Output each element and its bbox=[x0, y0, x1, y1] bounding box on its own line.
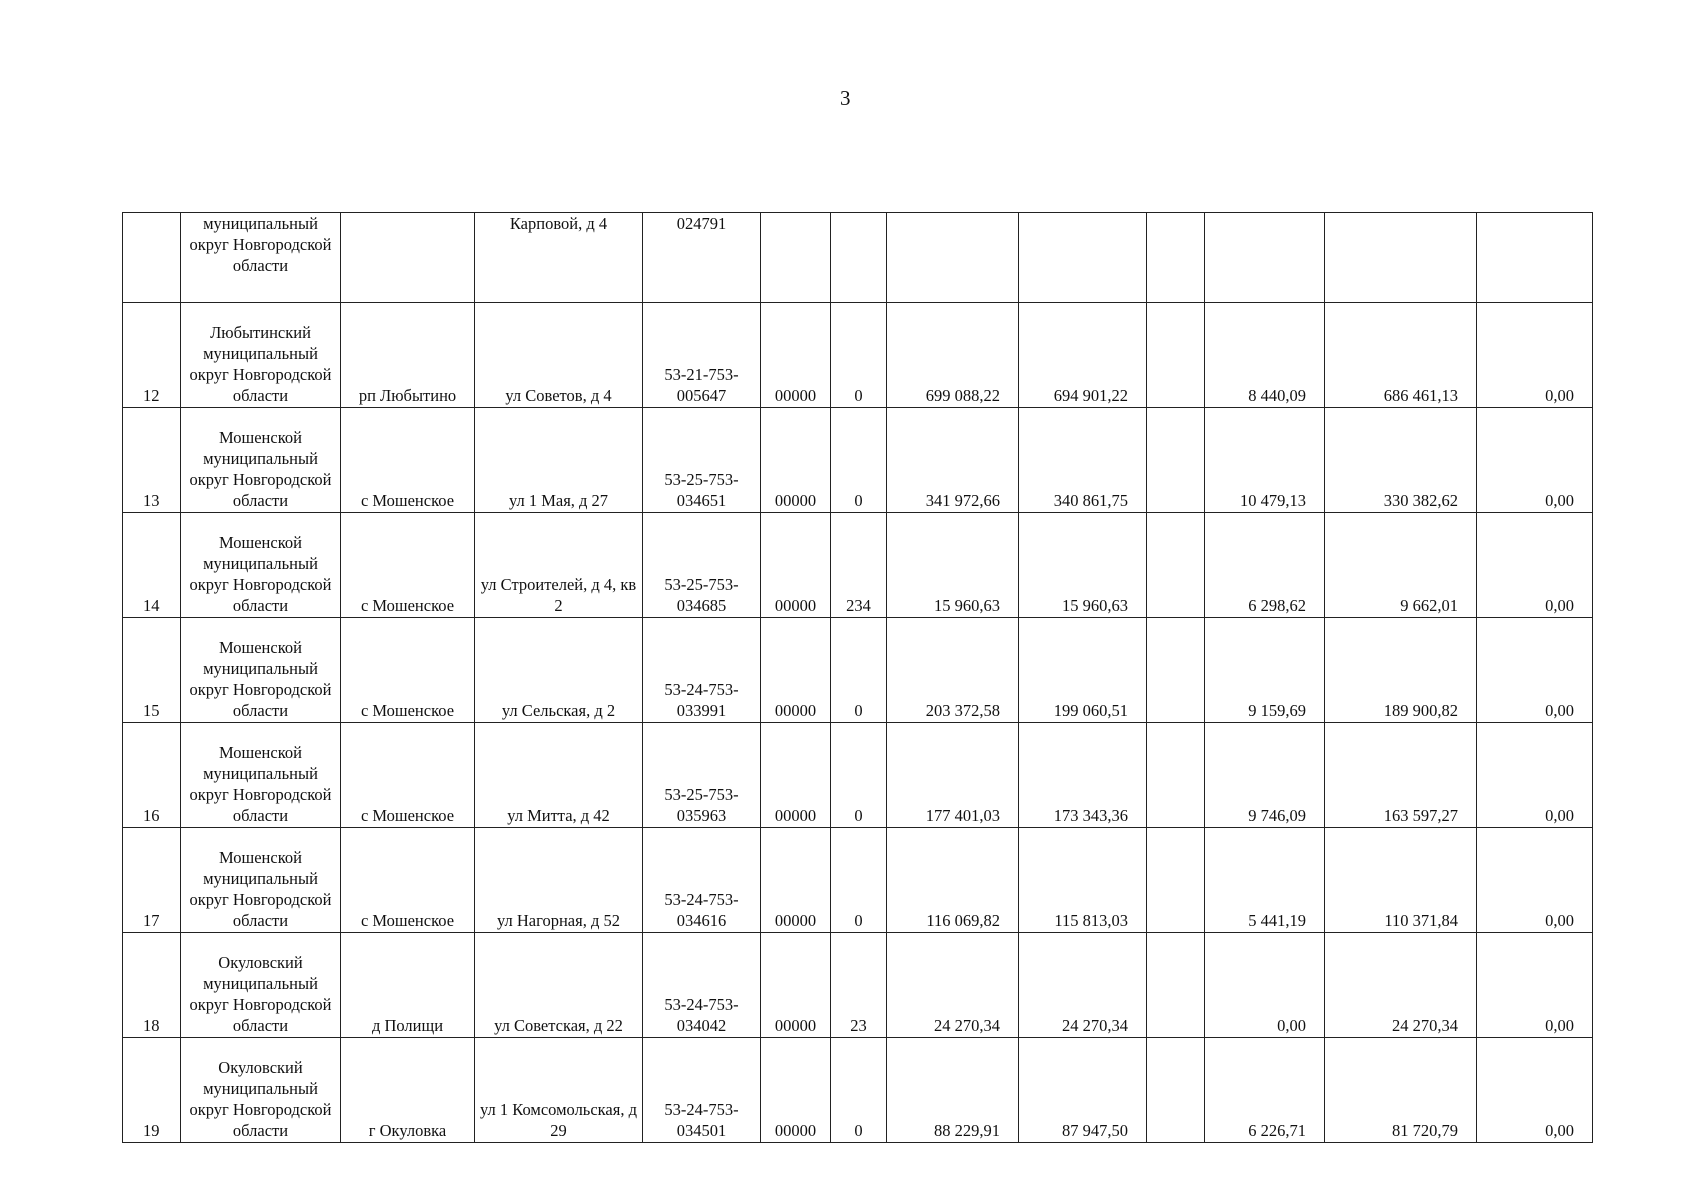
table-row-continuation bbox=[123, 213, 1593, 303]
cell-v2: 115 813,03 bbox=[1019, 828, 1147, 933]
cell-n: 14 bbox=[123, 513, 181, 618]
cell-v5 bbox=[1325, 213, 1477, 303]
cell-v3 bbox=[1147, 828, 1205, 933]
cell-v1: 177 401,03 bbox=[887, 723, 1019, 828]
cell-v6: 0,00 bbox=[1477, 408, 1593, 513]
cell-v1: 699 088,22 bbox=[887, 303, 1019, 408]
cell-c2: 0 bbox=[831, 618, 887, 723]
cell-v4: 10 479,13 bbox=[1205, 408, 1325, 513]
cell-address: ул Митта, д 42 bbox=[475, 723, 643, 828]
cell-v5: 9 662,01 bbox=[1325, 513, 1477, 618]
cell-v5: 686 461,13 bbox=[1325, 303, 1477, 408]
cell-c2: 23 bbox=[831, 933, 887, 1038]
cell-v4 bbox=[1205, 213, 1325, 303]
cell-district: муниципальный округ Новгородской области bbox=[181, 213, 341, 303]
cell-address: ул Строителей, д 4, кв 2 bbox=[475, 513, 643, 618]
cell-settlement: с Мошенское bbox=[341, 828, 475, 933]
cell-v2: 173 343,36 bbox=[1019, 723, 1147, 828]
cell-n bbox=[123, 213, 181, 303]
cell-settlement: г Окуловка bbox=[341, 1038, 475, 1143]
cell-v4: 6 226,71 bbox=[1205, 1038, 1325, 1143]
cell-settlement: с Мошенское bbox=[341, 408, 475, 513]
cell-district: Мошенской муниципальный округ Новгородской области bbox=[181, 723, 341, 828]
cell-address: ул Нагорная, д 52 bbox=[475, 828, 643, 933]
cell-v5: 330 382,62 bbox=[1325, 408, 1477, 513]
cell-c1: 00000 bbox=[761, 1038, 831, 1143]
cell-v1: 203 372,58 bbox=[887, 618, 1019, 723]
cell-v3 bbox=[1147, 408, 1205, 513]
cell-v4: 0,00 bbox=[1205, 933, 1325, 1038]
cell-settlement: с Мошенское bbox=[341, 513, 475, 618]
cell-c2: 0 bbox=[831, 828, 887, 933]
cell-v2: 24 270,34 bbox=[1019, 933, 1147, 1038]
cell-v4: 9 746,09 bbox=[1205, 723, 1325, 828]
cell-n: 13 bbox=[123, 408, 181, 513]
cell-c2: 0 bbox=[831, 1038, 887, 1143]
cell-v5: 81 720,79 bbox=[1325, 1038, 1477, 1143]
cell-v6: 0,00 bbox=[1477, 618, 1593, 723]
cell-v1: 116 069,82 bbox=[887, 828, 1019, 933]
cell-v5: 24 270,34 bbox=[1325, 933, 1477, 1038]
cell-v3 bbox=[1147, 933, 1205, 1038]
cell-address: ул 1 Комсомольская, д 29 bbox=[475, 1038, 643, 1143]
cell-code: 53-25-753-034651 bbox=[643, 408, 761, 513]
cell-c2: 0 bbox=[831, 303, 887, 408]
cell-district: Мошенской муниципальный округ Новгородской области bbox=[181, 828, 341, 933]
cell-v3 bbox=[1147, 723, 1205, 828]
table-row bbox=[123, 618, 1593, 723]
cell-settlement: д Полищи bbox=[341, 933, 475, 1038]
cell-c1: 00000 bbox=[761, 828, 831, 933]
table-row bbox=[123, 513, 1593, 618]
cell-c2: 0 bbox=[831, 408, 887, 513]
cell-code: 024791 bbox=[643, 213, 761, 303]
cell-code: 53-24-753-034042 bbox=[643, 933, 761, 1038]
cell-code: 53-24-753-034501 bbox=[643, 1038, 761, 1143]
registry-table bbox=[122, 212, 1593, 1143]
cell-c2 bbox=[831, 213, 887, 303]
cell-v1: 15 960,63 bbox=[887, 513, 1019, 618]
cell-settlement: с Мошенское bbox=[341, 723, 475, 828]
table-row bbox=[123, 408, 1593, 513]
cell-address: ул 1 Мая, д 27 bbox=[475, 408, 643, 513]
cell-code: 53-25-753-034685 bbox=[643, 513, 761, 618]
cell-v1: 341 972,66 bbox=[887, 408, 1019, 513]
cell-code: 53-24-753-034616 bbox=[643, 828, 761, 933]
cell-v3 bbox=[1147, 513, 1205, 618]
cell-v2 bbox=[1019, 213, 1147, 303]
cell-district: Окуловский муниципальный округ Новгородской области bbox=[181, 1038, 341, 1143]
table-row bbox=[123, 1038, 1593, 1143]
cell-v6: 0,00 bbox=[1477, 1038, 1593, 1143]
cell-v5: 110 371,84 bbox=[1325, 828, 1477, 933]
cell-v1 bbox=[887, 213, 1019, 303]
cell-n: 15 bbox=[123, 618, 181, 723]
cell-v4: 5 441,19 bbox=[1205, 828, 1325, 933]
cell-settlement: рп Любытино bbox=[341, 303, 475, 408]
cell-address: ул Советов, д 4 bbox=[475, 303, 643, 408]
cell-n: 12 bbox=[123, 303, 181, 408]
cell-settlement bbox=[341, 213, 475, 303]
cell-district: Мошенской муниципальный округ Новгородской области bbox=[181, 513, 341, 618]
cell-c1 bbox=[761, 213, 831, 303]
cell-v6: 0,00 bbox=[1477, 828, 1593, 933]
cell-v6: 0,00 bbox=[1477, 513, 1593, 618]
table-body bbox=[123, 213, 1593, 1143]
cell-v5: 163 597,27 bbox=[1325, 723, 1477, 828]
cell-v6 bbox=[1477, 213, 1593, 303]
cell-c1: 00000 bbox=[761, 618, 831, 723]
cell-c1: 00000 bbox=[761, 933, 831, 1038]
cell-v3 bbox=[1147, 618, 1205, 723]
table-row bbox=[123, 303, 1593, 408]
cell-code: 53-21-753-005647 bbox=[643, 303, 761, 408]
cell-c1: 00000 bbox=[761, 723, 831, 828]
cell-district: Мошенской муниципальный округ Новгородской области bbox=[181, 618, 341, 723]
cell-v6: 0,00 bbox=[1477, 933, 1593, 1038]
cell-v6: 0,00 bbox=[1477, 723, 1593, 828]
table-row bbox=[123, 933, 1593, 1038]
cell-v2: 694 901,22 bbox=[1019, 303, 1147, 408]
cell-v5: 189 900,82 bbox=[1325, 618, 1477, 723]
cell-n: 18 bbox=[123, 933, 181, 1038]
cell-code: 53-25-753-035963 bbox=[643, 723, 761, 828]
table-row bbox=[123, 723, 1593, 828]
cell-district: Любытинский муниципальный округ Новгородской области bbox=[181, 303, 341, 408]
cell-n: 17 bbox=[123, 828, 181, 933]
cell-v3 bbox=[1147, 303, 1205, 408]
cell-district: Окуловский муниципальный округ Новгородской области bbox=[181, 933, 341, 1038]
cell-v2: 340 861,75 bbox=[1019, 408, 1147, 513]
cell-v1: 24 270,34 bbox=[887, 933, 1019, 1038]
cell-c1: 00000 bbox=[761, 303, 831, 408]
table-row bbox=[123, 828, 1593, 933]
cell-address: ул Сельская, д 2 bbox=[475, 618, 643, 723]
cell-n: 16 bbox=[123, 723, 181, 828]
cell-v2: 199 060,51 bbox=[1019, 618, 1147, 723]
page-number: 3 bbox=[840, 86, 851, 110]
cell-code: 53-24-753-033991 bbox=[643, 618, 761, 723]
cell-v1: 88 229,91 bbox=[887, 1038, 1019, 1143]
cell-c1: 00000 bbox=[761, 408, 831, 513]
cell-v3 bbox=[1147, 213, 1205, 303]
cell-n: 19 bbox=[123, 1038, 181, 1143]
cell-v4: 8 440,09 bbox=[1205, 303, 1325, 408]
cell-c2: 0 bbox=[831, 723, 887, 828]
cell-v4: 9 159,69 bbox=[1205, 618, 1325, 723]
cell-settlement: с Мошенское bbox=[341, 618, 475, 723]
cell-v2: 15 960,63 bbox=[1019, 513, 1147, 618]
cell-address: ул Советская, д 22 bbox=[475, 933, 643, 1038]
cell-district: Мошенской муниципальный округ Новгородской области bbox=[181, 408, 341, 513]
cell-c2: 234 bbox=[831, 513, 887, 618]
cell-v2: 87 947,50 bbox=[1019, 1038, 1147, 1143]
cell-c1: 00000 bbox=[761, 513, 831, 618]
cell-v4: 6 298,62 bbox=[1205, 513, 1325, 618]
cell-v3 bbox=[1147, 1038, 1205, 1143]
cell-v6: 0,00 bbox=[1477, 303, 1593, 408]
cell-address: Карповой, д 4 bbox=[475, 213, 643, 303]
